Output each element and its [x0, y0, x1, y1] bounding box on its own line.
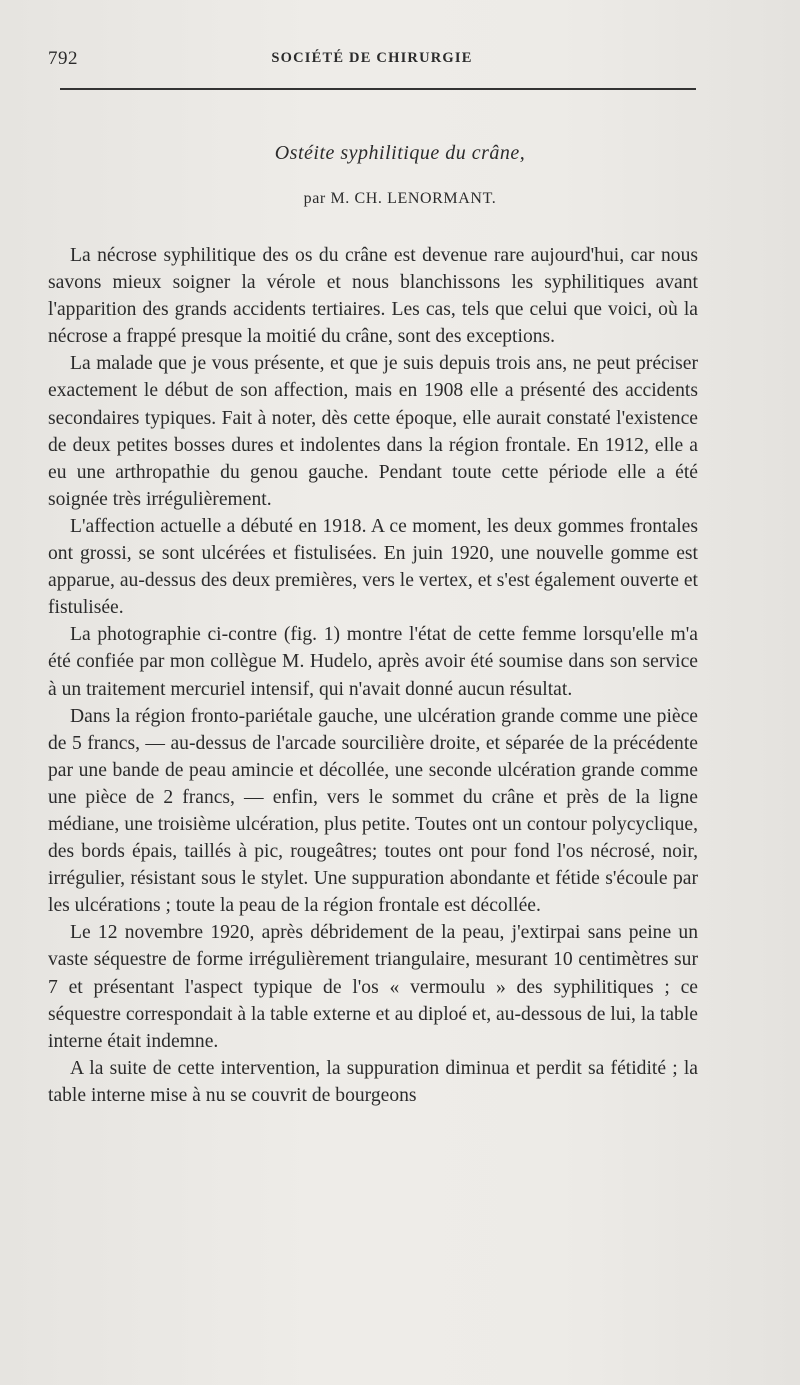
- header-rule: [60, 88, 696, 90]
- paragraph: A la suite de cette intervention, la suppuration diminua et perdit sa fétidité ; la table interne mise à nu se couvrit de bourgeons: [48, 1057, 698, 1106]
- paragraph: La nécrose syphilitique des os du crâne est devenue rare aujourd'hui, car nous savons mieux soigner la vérole et nous blanchissons les syphilitiques avant l'apparition des grands accidents tertiaires. Les cas, tels que celui que voici, où la nécrose a frappé presque la moitié du crâne, sont des exceptions.: [48, 245, 698, 348]
- running-head: SOCIÉTÉ DE CHIRURGIE: [271, 50, 473, 66]
- paragraph: Le 12 novembre 1920, après débridement de la peau, j'extirpai sans peine un vaste séquestre de forme irrégulièrement triangulaire, mesurant 10 centimètres sur 7 et présentant l'aspect typique de l'os « vermoulu » des syphilitiques ; ce séquestre correspondait à la table externe et au diploé et, au-dessous de lui, la table interne était indemne.: [48, 922, 698, 1052]
- page-header: [48, 48, 696, 72]
- article-byline: par M. CH. LENORMANT.: [303, 190, 497, 207]
- page-number: 792: [48, 48, 78, 69]
- paragraph: La photographie ci-contre (fig. 1) montre l'état de cette femme lorsqu'elle m'a été confiée par mon collègue M. Hudelo, après avoir été soumise dans son service à un traitement mercuriel intensif, qui n'avait donné aucun résultat.: [48, 624, 698, 700]
- article-title: Ostéite syphilitique du crâne,: [274, 142, 526, 164]
- paragraph: La malade que je vous présente, et que je suis depuis trois ans, ne peut préciser exactement le début de son affection, mais en 1908 elle a présenté des accidents secondaires typiques. Fait à noter, dès cette époque, elle aurait constaté l'existence de deux petites bosses dures et indolentes dans la région frontale. En 1912, elle a eu une arthropathie du genou gauche. Pendant toute cette période elle a été soignée très irrégulièrement.: [48, 353, 698, 510]
- article-body: [48, 242, 698, 1109]
- paragraph: Dans la région fronto-pariétale gauche, une ulcération grande comme une pièce de 5 francs, — au-dessus de l'arcade sourcilière droite, et séparée de la précédente par une bande de peau amincie et décollée, une seconde ulcération grande comme une pièce de 2 francs, — enfin, vers le sommet du crâne et près de la ligne médiane, une troisième ulcération, plus petite. Toutes ont un contour polycyclique, des bords épais, taillés à pic, rougeâtres; toutes ont pour fond l'os nécrosé, noir, irrégulier, résistant sous le stylet. Une suppuration abondante et fétide s'écoule par les ulcérations ; toute la peau de la région frontale est décollée.: [48, 705, 698, 917]
- paragraph: L'affection actuelle a débuté en 1918. A ce moment, les deux gommes frontales ont grossi, se sont ulcérées et fistulisées. En juin 1920, une nouvelle gomme est apparue, au-dessus des deux premières, vers le vertex, et s'est également ouverte et fistulisée.: [48, 515, 698, 619]
